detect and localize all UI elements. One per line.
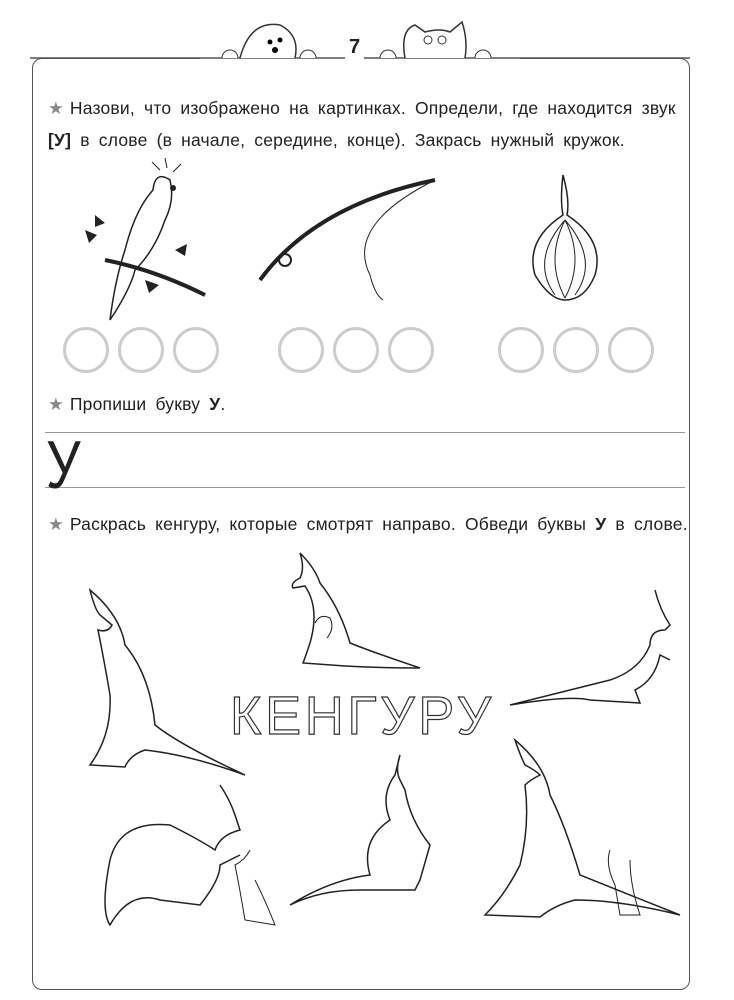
position-circle-5[interactable]: [333, 327, 379, 373]
task2-text: Пропиши букву: [69, 394, 210, 414]
kangaroo-left-1[interactable]: [50, 585, 250, 775]
position-circle-8[interactable]: [553, 327, 599, 373]
task3-text: Раскрась кенгуру, которые смотрят направо. Обведи буквы: [69, 514, 596, 534]
task3-instruction: [48, 508, 688, 540]
position-circle-1[interactable]: [63, 327, 109, 373]
task3-text-end: в слове.: [606, 514, 688, 534]
kangaroo-mother-with-joey[interactable]: [285, 548, 425, 673]
star-icon: ★: [48, 394, 64, 414]
position-circle-6[interactable]: [388, 327, 434, 373]
star-icon: ★: [48, 98, 64, 118]
task1-instruction: [48, 92, 688, 156]
onion-picture: [525, 170, 605, 305]
sound-letter: [У]: [48, 130, 72, 150]
position-circle-9[interactable]: [608, 327, 654, 373]
writing-area[interactable]: [45, 435, 685, 487]
writing-line-top: [45, 432, 685, 433]
kangaroo-right-1[interactable]: [510, 585, 690, 715]
sample-letter: У: [46, 427, 81, 503]
task2-letter: У: [209, 394, 221, 414]
task1-text-end: в слове (в начале, середине, конце). Закрась нужный кружок.: [71, 130, 625, 150]
task2-instruction: ★ Пропиши букву У.: [48, 394, 226, 414]
word-text: КЕНГУРУ: [230, 686, 495, 746]
task3-letter: У: [595, 514, 607, 534]
position-circle-3[interactable]: [173, 327, 219, 373]
star-icon: ★: [48, 514, 64, 534]
kangaroo-with-joey-left[interactable]: [100, 780, 310, 930]
position-circle-4[interactable]: [278, 327, 324, 373]
fishing-rod-picture: [255, 165, 445, 305]
position-circle-2[interactable]: [118, 327, 164, 373]
word-kenguru: [230, 686, 500, 746]
position-circle-7[interactable]: [498, 327, 544, 373]
kangaroo-center-bottom[interactable]: [290, 750, 470, 910]
task1-text: Назови, что изображено на картинках. Определи, где находится звук: [69, 98, 676, 118]
parrot-picture: [75, 160, 215, 330]
writing-line-bottom: [45, 487, 685, 488]
kangaroo-with-joey-right[interactable]: [480, 735, 690, 925]
page-number: 7: [345, 36, 364, 59]
